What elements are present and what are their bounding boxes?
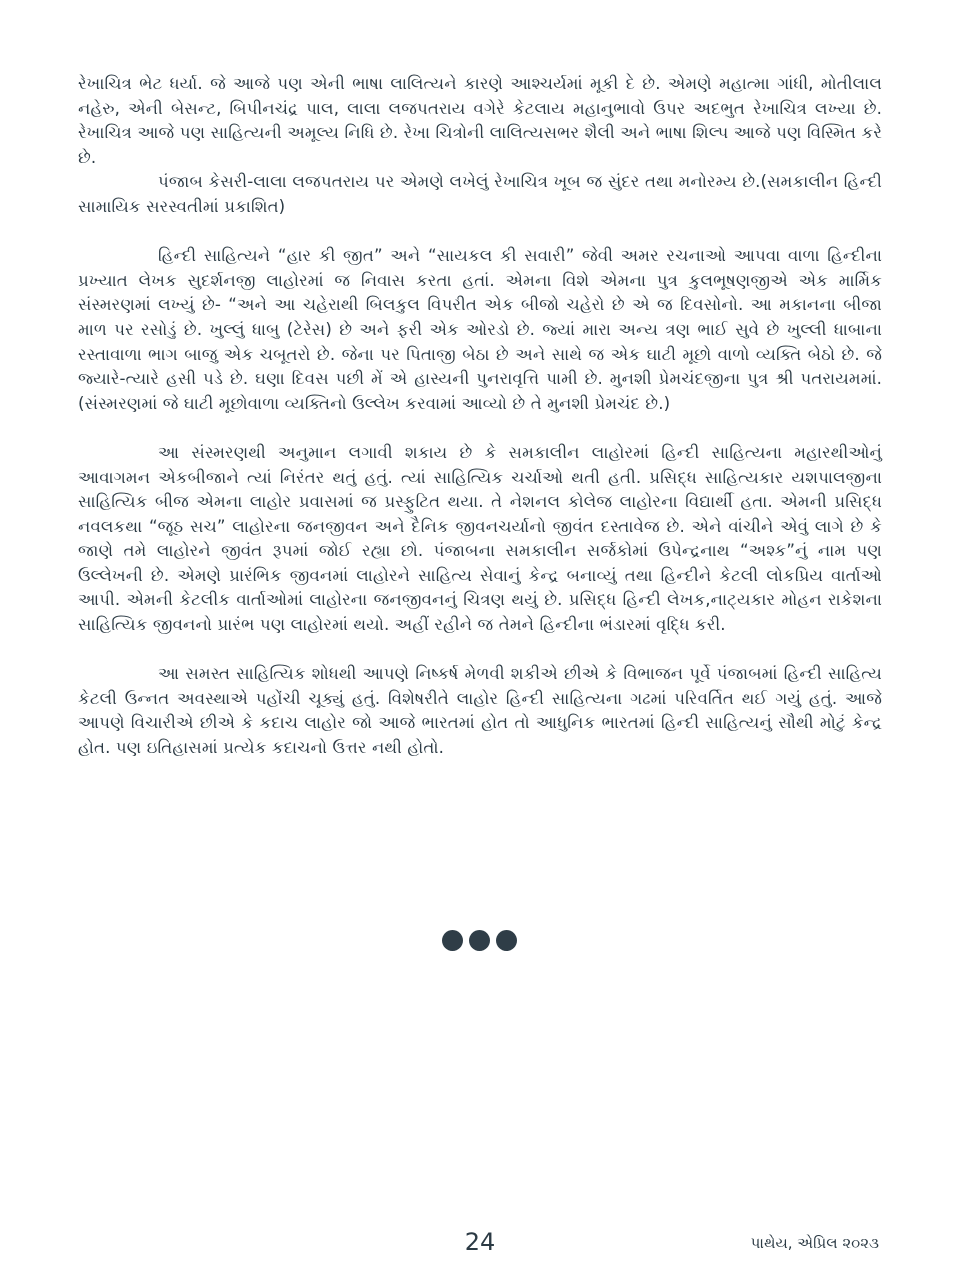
page-number: 24	[464, 1228, 496, 1256]
paragraph-4: આ સંસ્મરણથી અનુમાન લગાવી શકાય છે કે સમકાલીન લાહોરમાં હિન્દી સાહિત્યના મહારથીઓનું આવાગમન એકબીજાને ત્યાં નિરંતર થતું હતું. ત્યાં સાહિત્યિક ચર્ચાઓ થતી હતી. પ્રસિદ્ધ સાહિત્યકાર યશપાલજીના સાહિત્યિક બીજ એમના લાહોર પ્રવાસમાં જ પ્રસ્ફુટિત થયા. તે નેશનલ કોલેજ લાહોરના વિદ્યાર્થી હતા. એમની પ્રસિદ્ધ નવલકથા “જૂઠ સચ” લાહોરના જનજીવન અને દૈનિક જીવનચર્યાનો જીવંત દસ્તાવેજ છે. એને વાંચીને એવું લાગે છે કે જાણે તમે લાહોરને જીવંત રૂપમાં જોઈ રહ્યા છો. પંજાબના સમકાલીન સર્જકોમાં ઉપેન્દ્રનાથ “અશ્ક”નું નામ પણ ઉલ્લેખની છે. એમણે પ્રારંભિક જીવનમાં લાહોરને સાહિત્ય સેવાનું કેન્દ્ર બનાવ્યું તથા હિન્દીને કેટલી લોકપ્રિય વાર્તાઓ આપી. એમની કેટલીક વાર્તાઓમાં લાહોરના જનજીવનનું ચિત્રણ થયું છે. પ્રસિદ્ધ હિન્દી લેખક,નાટ્યકાર મોહન રાકેશના સાહિત્યિક જીવનનો પ્રારંભ પણ લાહોરમાં થયો. અહીં રહીને જ તેમને હિન્દીના ભંડારમાં વૃદ્ધિ કરી.	[78, 442, 882, 635]
paragraph-5: આ સમસ્ત સાહિત્યિક શોધથી આપણે નિષ્કર્ષ મેળવી શકીએ છીએ કે વિભાજન પૂર્વે પંજાબમાં હિન્દી સાહિત્ય કેટલી ઉન્નત અવસ્થાએ પહોંચી ચૂક્યું હતું. વિશેષરીતે લાહોર હિન્દી સાહિત્યના ગઢમાં પરિવર્તિત થઈ ગયું હતું. આજે આપણે વિચારીએ છીએ કે કદાચ લાહોર જો આજે ભારતમાં હોત તો આધુનિક ભારતમાં હિન્દી સાહિત્યનું સૌથી મોટું કેન્દ્ર હોત. પણ ઇતિહાસમાં પ્રત્યેક કદાચનો ઉત્તર નથી હોતો.	[78, 664, 882, 758]
paragraph-1: રેખાચિત્ર ભેટ ધર્યા. જે આજે પણ એની ભાષા લાલિત્યને કારણે આશ્ચર્યમાં મૂકી દે છે. એમણે મહાત્મા ગાંધી, મોતીલાલ નહેરુ, એની બેસન્ટ, બિપીનચંદ્ર પાલ, લાલા લજપતરાય વગેરે કેટલાય મહાનુભાવો ઉપર અદભુત રેખાચિત્ર લખ્યા છે. રેખાચિત્ર આજે પણ સાહિત્યની અમૂલ્ય નિધિ છે. રેખા ચિત્રોની લાલિત્યસભર શૈલી અને ભાષા શિલ્પ આજે પણ વિસ્મિત કરે છે.	[78, 74, 882, 167]
ornament-dot	[442, 930, 463, 951]
publication-footer: પાથેય, એપ્રિલ ૨૦૨૩	[750, 1234, 879, 1252]
ornament-dot	[496, 930, 517, 951]
section-end-ornament	[0, 930, 959, 951]
ornament-dot	[469, 930, 490, 951]
paragraph-2: પંજાબ કેસરી-લાલા લજપતરાય પર એમણે લખેલું રેખાચિત્ર ખૂબ જ સુંદર તથા મનોરમ્ય છે.(સમકાલીન હિન્દી સામાયિક સરસ્વતીમાં પ્રકાશિત)	[78, 172, 882, 216]
article-body	[78, 72, 882, 761]
paragraph-3: હિન્દી સાહિત્યને “હાર કી જીત” અને “સાયકલ કી સવારી” જેવી અમર રચનાઓ આપવા વાળા હિન્દીના પ્રખ્યાત લેખક સુદર્શનજી લાહોરમાં જ નિવાસ કરતા હતાં. એમના વિશે એમના પુત્ર કુલભૂષણજીએ એક માર્મિક સંસ્મરણમાં લખ્યું છે- “અને આ ચહેરાથી બિલકુલ વિપરીત એક બીજો ચહેરો છે એ જ દિવસોનો. આ મકાનના બીજા માળ પર રસોડું છે. ખુલ્લું ધાબુ (ટેરેસ) છે અને ફરી એક ઓરડો છે. જ્યાં મારા અન્ય ત્રણ ભાઈ સુવે છે ખુલ્લી ધાબાના રસ્તાવાળા ભાગ બાજુ એક ચબૂતરો છે. જેના પર પિતાજી બેઠા છે અને સાથે જ એક ઘાટી મૂછો વાળો વ્યક્તિ બેઠો છે. જે જ્યારે-ત્યારે હસી પડે છે. ઘણા દિવસ પછી મેં એ હાસ્યની પુનરાવૃત્તિ પામી છે. મુનશી પ્રેમચંદજીના પુત્ર શ્રી પતરાયમમાં. (સંસ્મરણમાં જે ઘાટી મૂછોવાળા વ્યક્તિનો ઉલ્લેખ કરવામાં આવ્યો છે તે મુનશી પ્રેમચંદ છે.)	[78, 246, 882, 413]
